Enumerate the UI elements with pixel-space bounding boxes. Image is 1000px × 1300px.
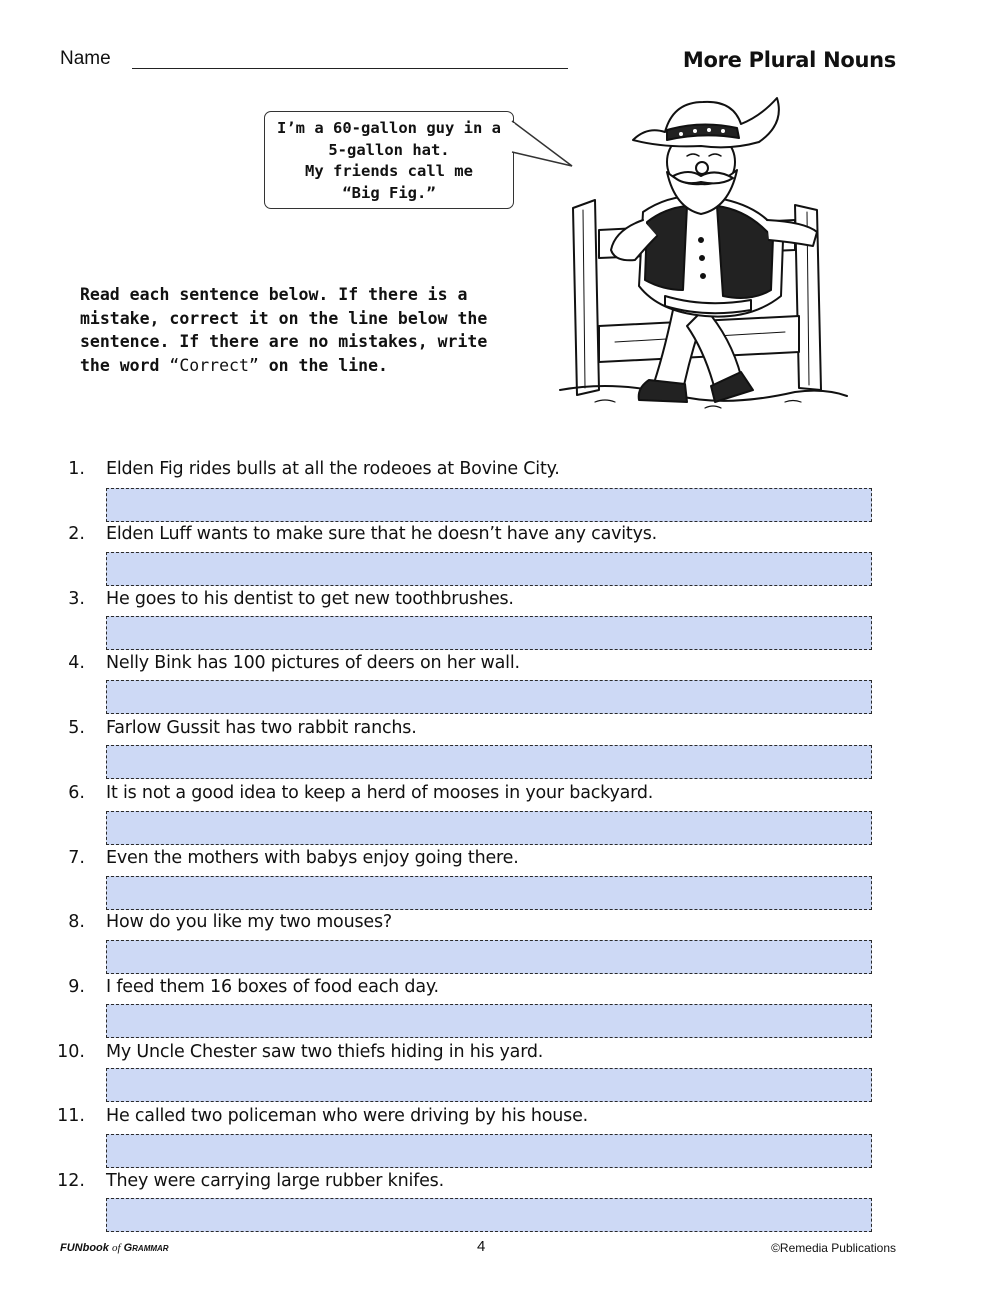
bubble-line: I’m a 60-gallon guy in a [277, 119, 501, 137]
question-number: 3. [68, 589, 85, 609]
question-text: Even the mothers with babys enjoy going there. [106, 848, 519, 868]
question-number: 6. [68, 783, 85, 803]
question-number: 9. [68, 977, 85, 997]
answer-field[interactable] [106, 811, 872, 845]
question-number: 8. [68, 912, 85, 932]
footer-book-title [60, 1242, 169, 1254]
instructions-text: the word [80, 355, 170, 375]
page-number: 4 [477, 1238, 486, 1255]
question-text: Elden Fig rides bulls at all the rodeoes at Bovine City. [106, 459, 560, 479]
instructions [80, 283, 520, 377]
bubble-line: “Big Fig.” [342, 183, 436, 202]
answer-field[interactable] [106, 616, 872, 650]
name-label: Name [60, 48, 111, 69]
question-number: 11. [57, 1106, 85, 1126]
answer-field[interactable] [106, 552, 872, 586]
question-text: My Uncle Chester saw two thiefs hiding in his yard. [106, 1042, 544, 1062]
question-text: It is not a good idea to keep a herd of mooses in your backyard. [106, 783, 654, 803]
answer-field[interactable] [106, 488, 872, 522]
question-number: 12. [57, 1171, 85, 1191]
instructions-line: sentence. If there are no mistakes, write [80, 332, 488, 351]
question-text: Elden Luff wants to make sure that he doesn’t have any cavitys. [106, 524, 658, 544]
quoted-word: “Correct” [169, 355, 259, 375]
question-text: Farlow Gussit has two rabbit ranchs. [106, 718, 417, 738]
answer-field[interactable] [106, 680, 872, 714]
answer-field[interactable] [106, 1068, 872, 1102]
answer-field[interactable] [106, 1198, 872, 1232]
cowboy-illustration [555, 90, 855, 415]
question-number: 2. [68, 524, 85, 544]
instructions-line: mistake, correct it on the line below the [80, 308, 488, 328]
answer-field[interactable] [106, 940, 872, 974]
bubble-line: My friends call me [305, 162, 473, 180]
question-number: 10. [57, 1042, 85, 1062]
answer-field[interactable] [106, 1134, 872, 1168]
footer-book-fun: FUNbook [60, 1242, 109, 1254]
question-text: I feed them 16 boxes of food each day. [106, 977, 439, 997]
question-number: 4. [68, 653, 85, 673]
question-text: He called two policeman who were driving by his house. [106, 1106, 589, 1126]
question-text: They were carrying large rubber knifes. [106, 1171, 444, 1191]
copyright: ©Remedia Publications [771, 1241, 896, 1255]
question-text: He goes to his dentist to get new toothbrushes. [106, 589, 514, 609]
question-number: 5. [68, 718, 85, 738]
question-number: 7. [68, 848, 85, 868]
instructions-line [80, 354, 520, 378]
footer-book-grammar: Grammar [123, 1242, 169, 1254]
name-field-line[interactable] [132, 68, 568, 69]
instructions-line: Read each sentence below. If there is a [80, 285, 468, 304]
question-number: 1. [68, 459, 85, 479]
question-text: Nelly Bink has 100 pictures of deers on her wall. [106, 653, 520, 673]
answer-field[interactable] [106, 1004, 872, 1038]
bubble-line: 5-gallon hat. [328, 140, 450, 159]
answer-field[interactable] [106, 876, 872, 910]
speech-bubble [264, 111, 514, 209]
answer-field[interactable] [106, 745, 872, 779]
page-title: More Plural Nouns [682, 48, 896, 72]
footer-book-of: of [111, 1242, 121, 1254]
instructions-text: on the line. [258, 355, 388, 375]
question-text: How do you like my two mouses? [106, 912, 392, 932]
